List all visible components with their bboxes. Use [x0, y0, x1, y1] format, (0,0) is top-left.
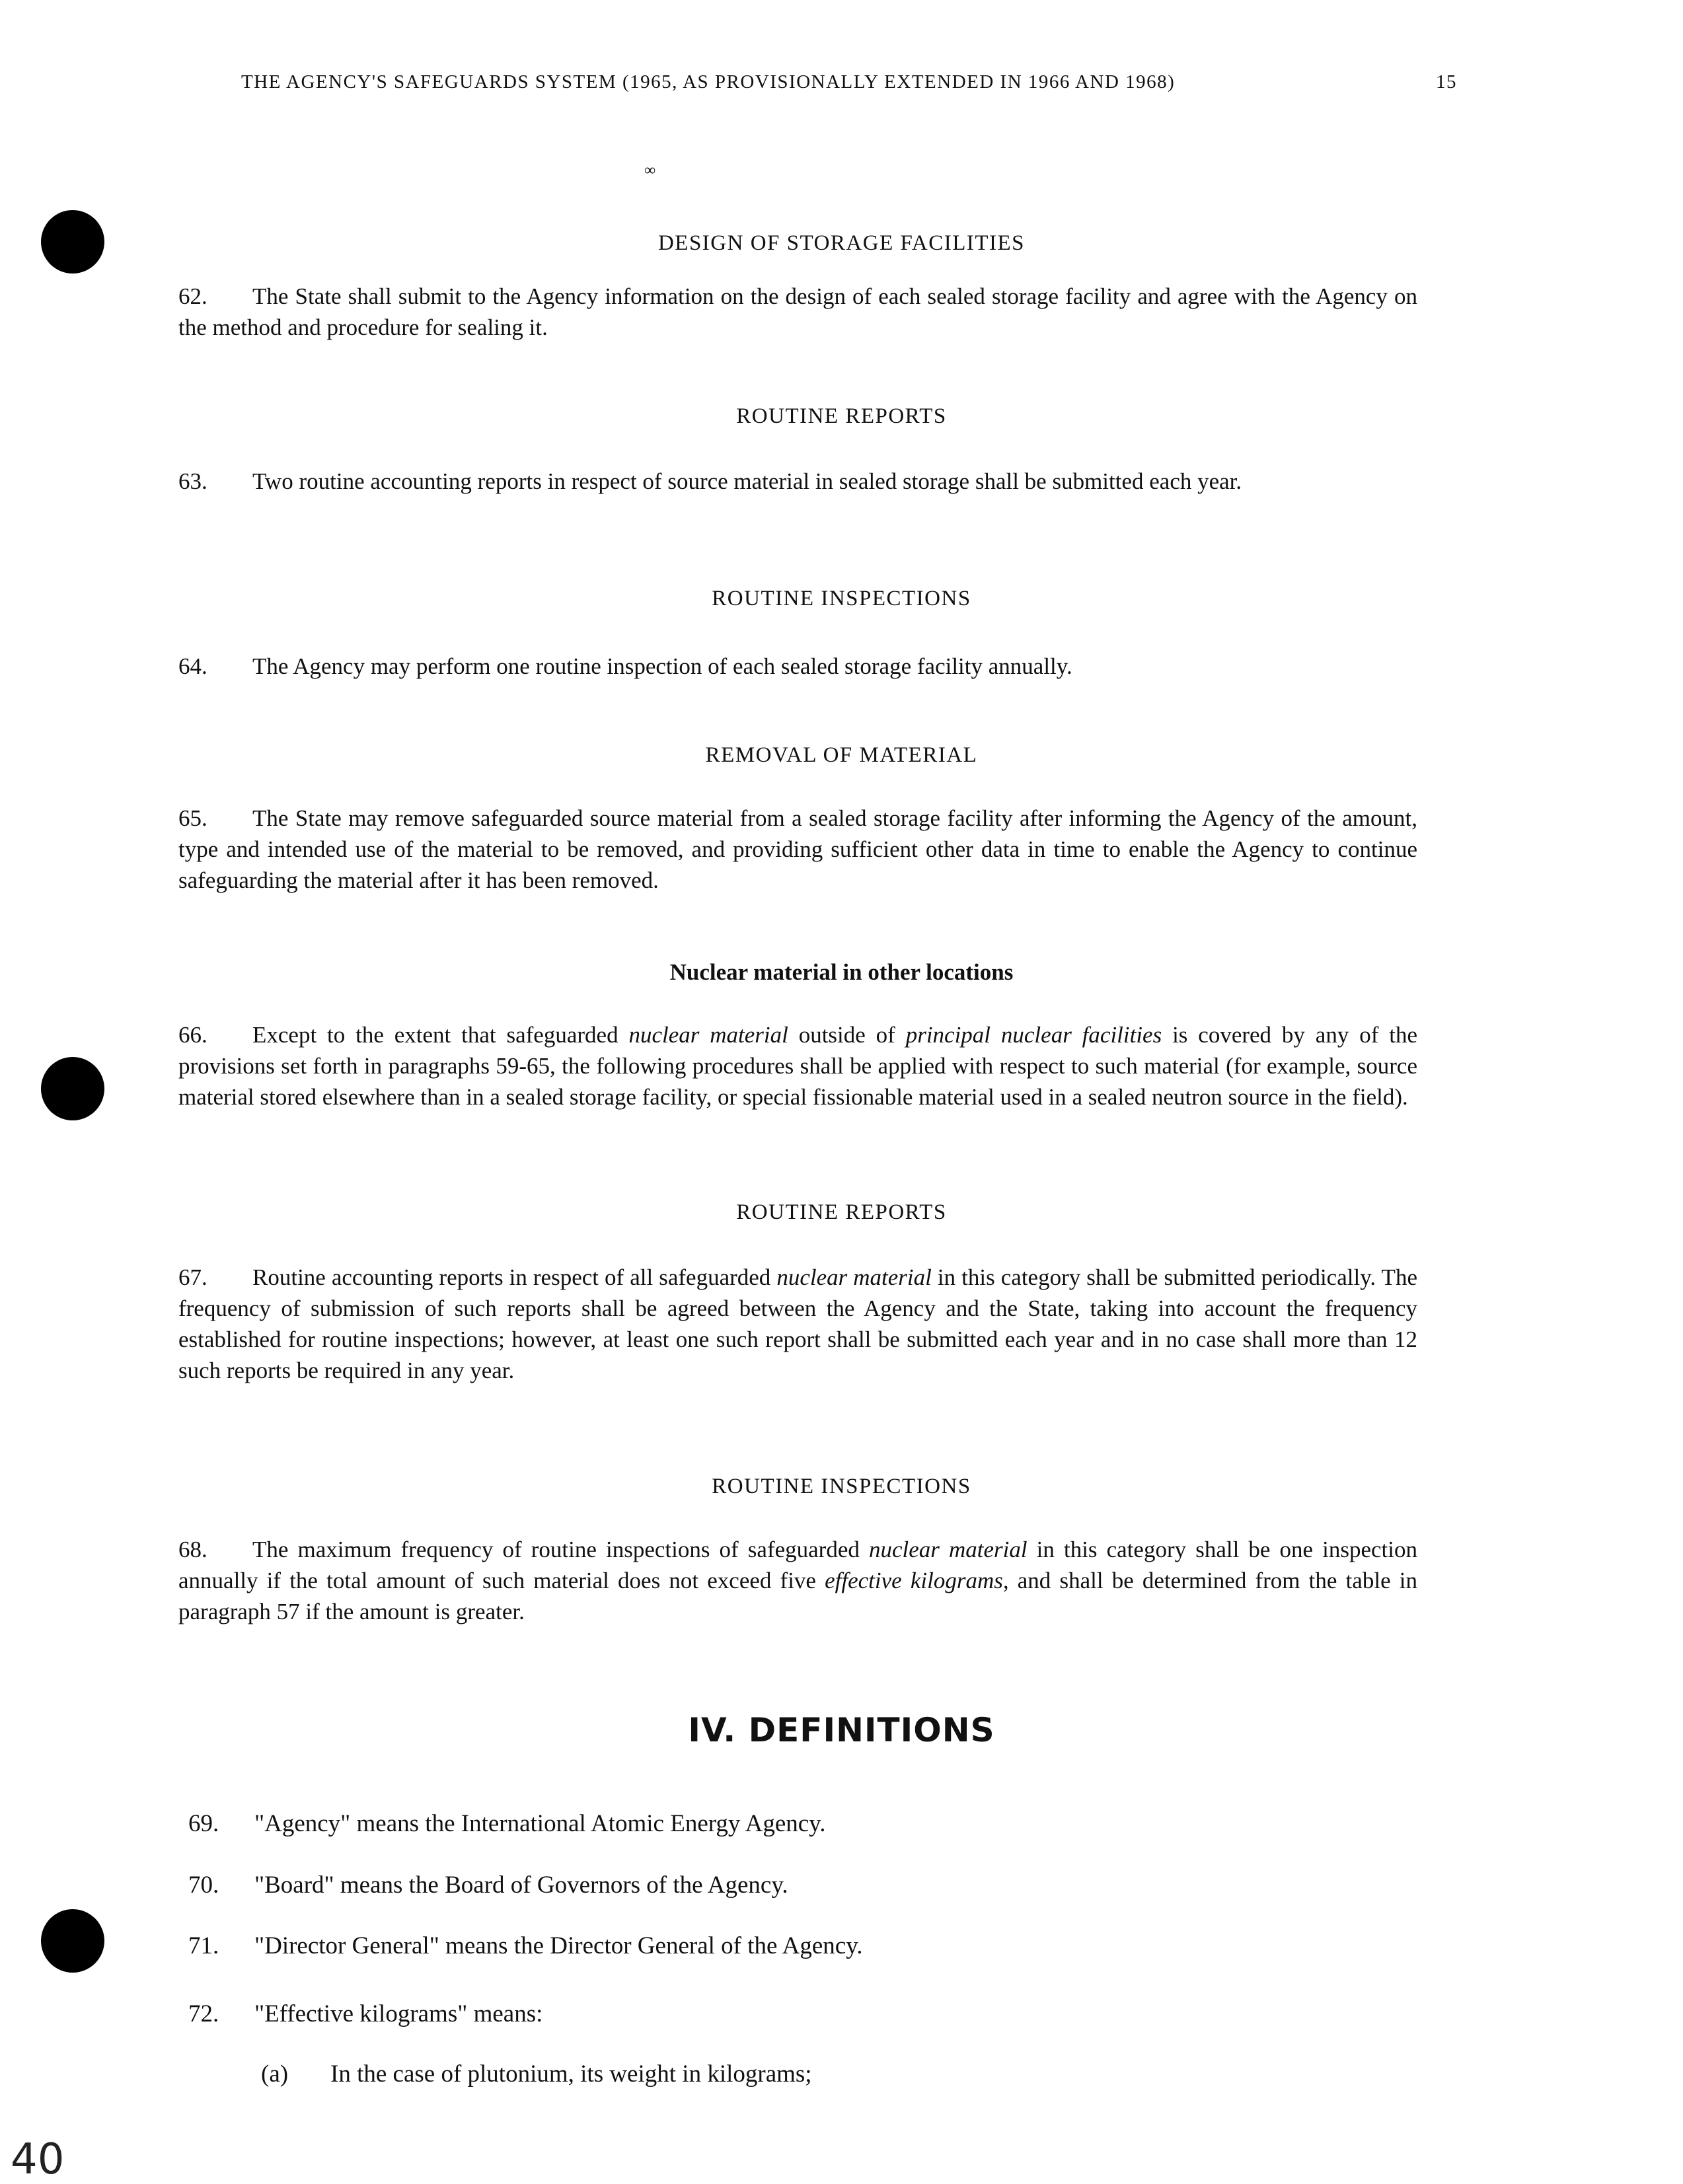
paragraph-text: Routine accounting reports in respect of all safeguarded [252, 1264, 777, 1290]
section-heading: ROUTINE INSPECTIONS [712, 587, 971, 610]
chapter-heading: IV. DEFINITIONS [688, 1711, 995, 1749]
paragraph-text: and shall be determined from the table in paragraph 57 if the amount is greater. [178, 1568, 1417, 1624]
section-heading: DESIGN OF STORAGE FACILITIES [657, 231, 1026, 255]
sub-item-a [261, 2060, 812, 2088]
definition-70 [188, 1870, 788, 1901]
paragraph-text: Except to the extent that safeguarded [252, 1022, 629, 1048]
definition-69 [188, 1808, 826, 1839]
defined-term: principal nuclear facilities [905, 1022, 1162, 1048]
definition-71 [188, 1930, 863, 1961]
section-heading: ROUTINE REPORTS [736, 1200, 947, 1224]
paragraph-number: 64. [178, 653, 207, 679]
paragraph-text: Two routine accounting reports in respect of source material in sealed storage shall be submitted each year. [252, 468, 1242, 494]
paragraph-text: in this category shall be submitted periodically. The frequency of submission of such reports shall be agreed between the Agency and the State, taking into account the frequency established for routine inspections; however, at least one such report shall be submitted each year and in no case shall more than 12 such reports be required in any year. [178, 1264, 1417, 1383]
defined-term: effective kilograms, [825, 1568, 1009, 1593]
definition-number: 71. [188, 1932, 219, 1959]
paragraph-text: outside of [788, 1022, 906, 1048]
paragraph-63 [178, 466, 1417, 497]
definition-text: "Director General" means the Director General of the Agency. [254, 1932, 863, 1959]
section-heading: Nuclear material in other locations [669, 959, 1014, 985]
paragraph-text: The State may remove safeguarded source material from a sealed storage facility after informing the Agency of the amount, type and intended use of the material to be removed, and providing sufficient other data in time to enable the Agency to continue safeguarding the material after it has been removed. [178, 805, 1417, 893]
sub-item-label: (a) [261, 2060, 289, 2088]
paragraph-64 [178, 651, 1417, 682]
definition-text: "Effective kilograms" means: [254, 2000, 543, 2027]
definition-number: 72. [188, 2000, 219, 2027]
running-head [241, 71, 1457, 93]
running-title: THE AGENCY'S SAFEGUARDS SYSTEM (1965, AS PROVISIONALLY EXTENDED IN 1966 AND 1968) [241, 71, 1176, 92]
definition-text: "Board" means the Board of Governors of the Agency. [254, 1872, 788, 1899]
paragraph-68 [178, 1534, 1417, 1627]
definition-number: 70. [188, 1872, 219, 1899]
paragraph-66 [178, 1019, 1417, 1112]
paragraph-text: The Agency may perform one routine inspection of each sealed storage facility annually. [252, 653, 1072, 679]
paragraph-62 [178, 281, 1417, 343]
section-heading: ROUTINE INSPECTIONS [712, 1474, 971, 1498]
defined-term: nuclear material [868, 1537, 1028, 1562]
paragraph-number: 68. [178, 1537, 207, 1562]
paragraph-number: 65. [178, 805, 207, 831]
defined-term: nuclear material [628, 1022, 788, 1048]
section-heading: REMOVAL OF MATERIAL [705, 743, 978, 767]
paragraph-number: 63. [178, 468, 207, 494]
definition-text: "Agency" means the International Atomic Energy Agency. [254, 1810, 826, 1837]
sub-item-text: In the case of plutonium, its weight in kilograms; [330, 2060, 812, 2088]
punch-hole [41, 1909, 104, 1973]
paragraph-number: 66. [178, 1022, 207, 1048]
handwritten-margin-note: 40 [11, 2135, 65, 2184]
paragraph-text: The maximum frequency of routine inspections of safeguarded [252, 1537, 869, 1562]
top-mark: ∞ [644, 162, 656, 179]
paragraph-number: 67. [178, 1264, 207, 1290]
section-heading: ROUTINE REPORTS [736, 404, 947, 428]
defined-term: nuclear material [776, 1264, 932, 1290]
punch-hole [41, 1057, 104, 1120]
paragraph-number: 62. [178, 283, 207, 309]
paragraph-text: The State shall submit to the Agency information on the design of each sealed storage facility and agree with the Agency on the method and procedure for sealing it. [178, 283, 1417, 340]
paragraph-text: is covered by any of the provisions set forth in paragraphs 59-65, the following procedures shall be applied with respect to such material (for example, source material stored elsewhere than in a sealed storage facility, or special fissionable material used in a sealed neutron source in the field). [178, 1022, 1417, 1110]
paragraph-67 [178, 1262, 1417, 1386]
definition-72 [188, 1998, 542, 2029]
paragraph-text: in this category shall be one inspection annually if the total amount of such material does not exceed five [178, 1537, 1417, 1593]
paragraph-65 [178, 803, 1417, 896]
definition-number: 69. [188, 1810, 219, 1837]
page-number: 15 [1436, 71, 1457, 92]
